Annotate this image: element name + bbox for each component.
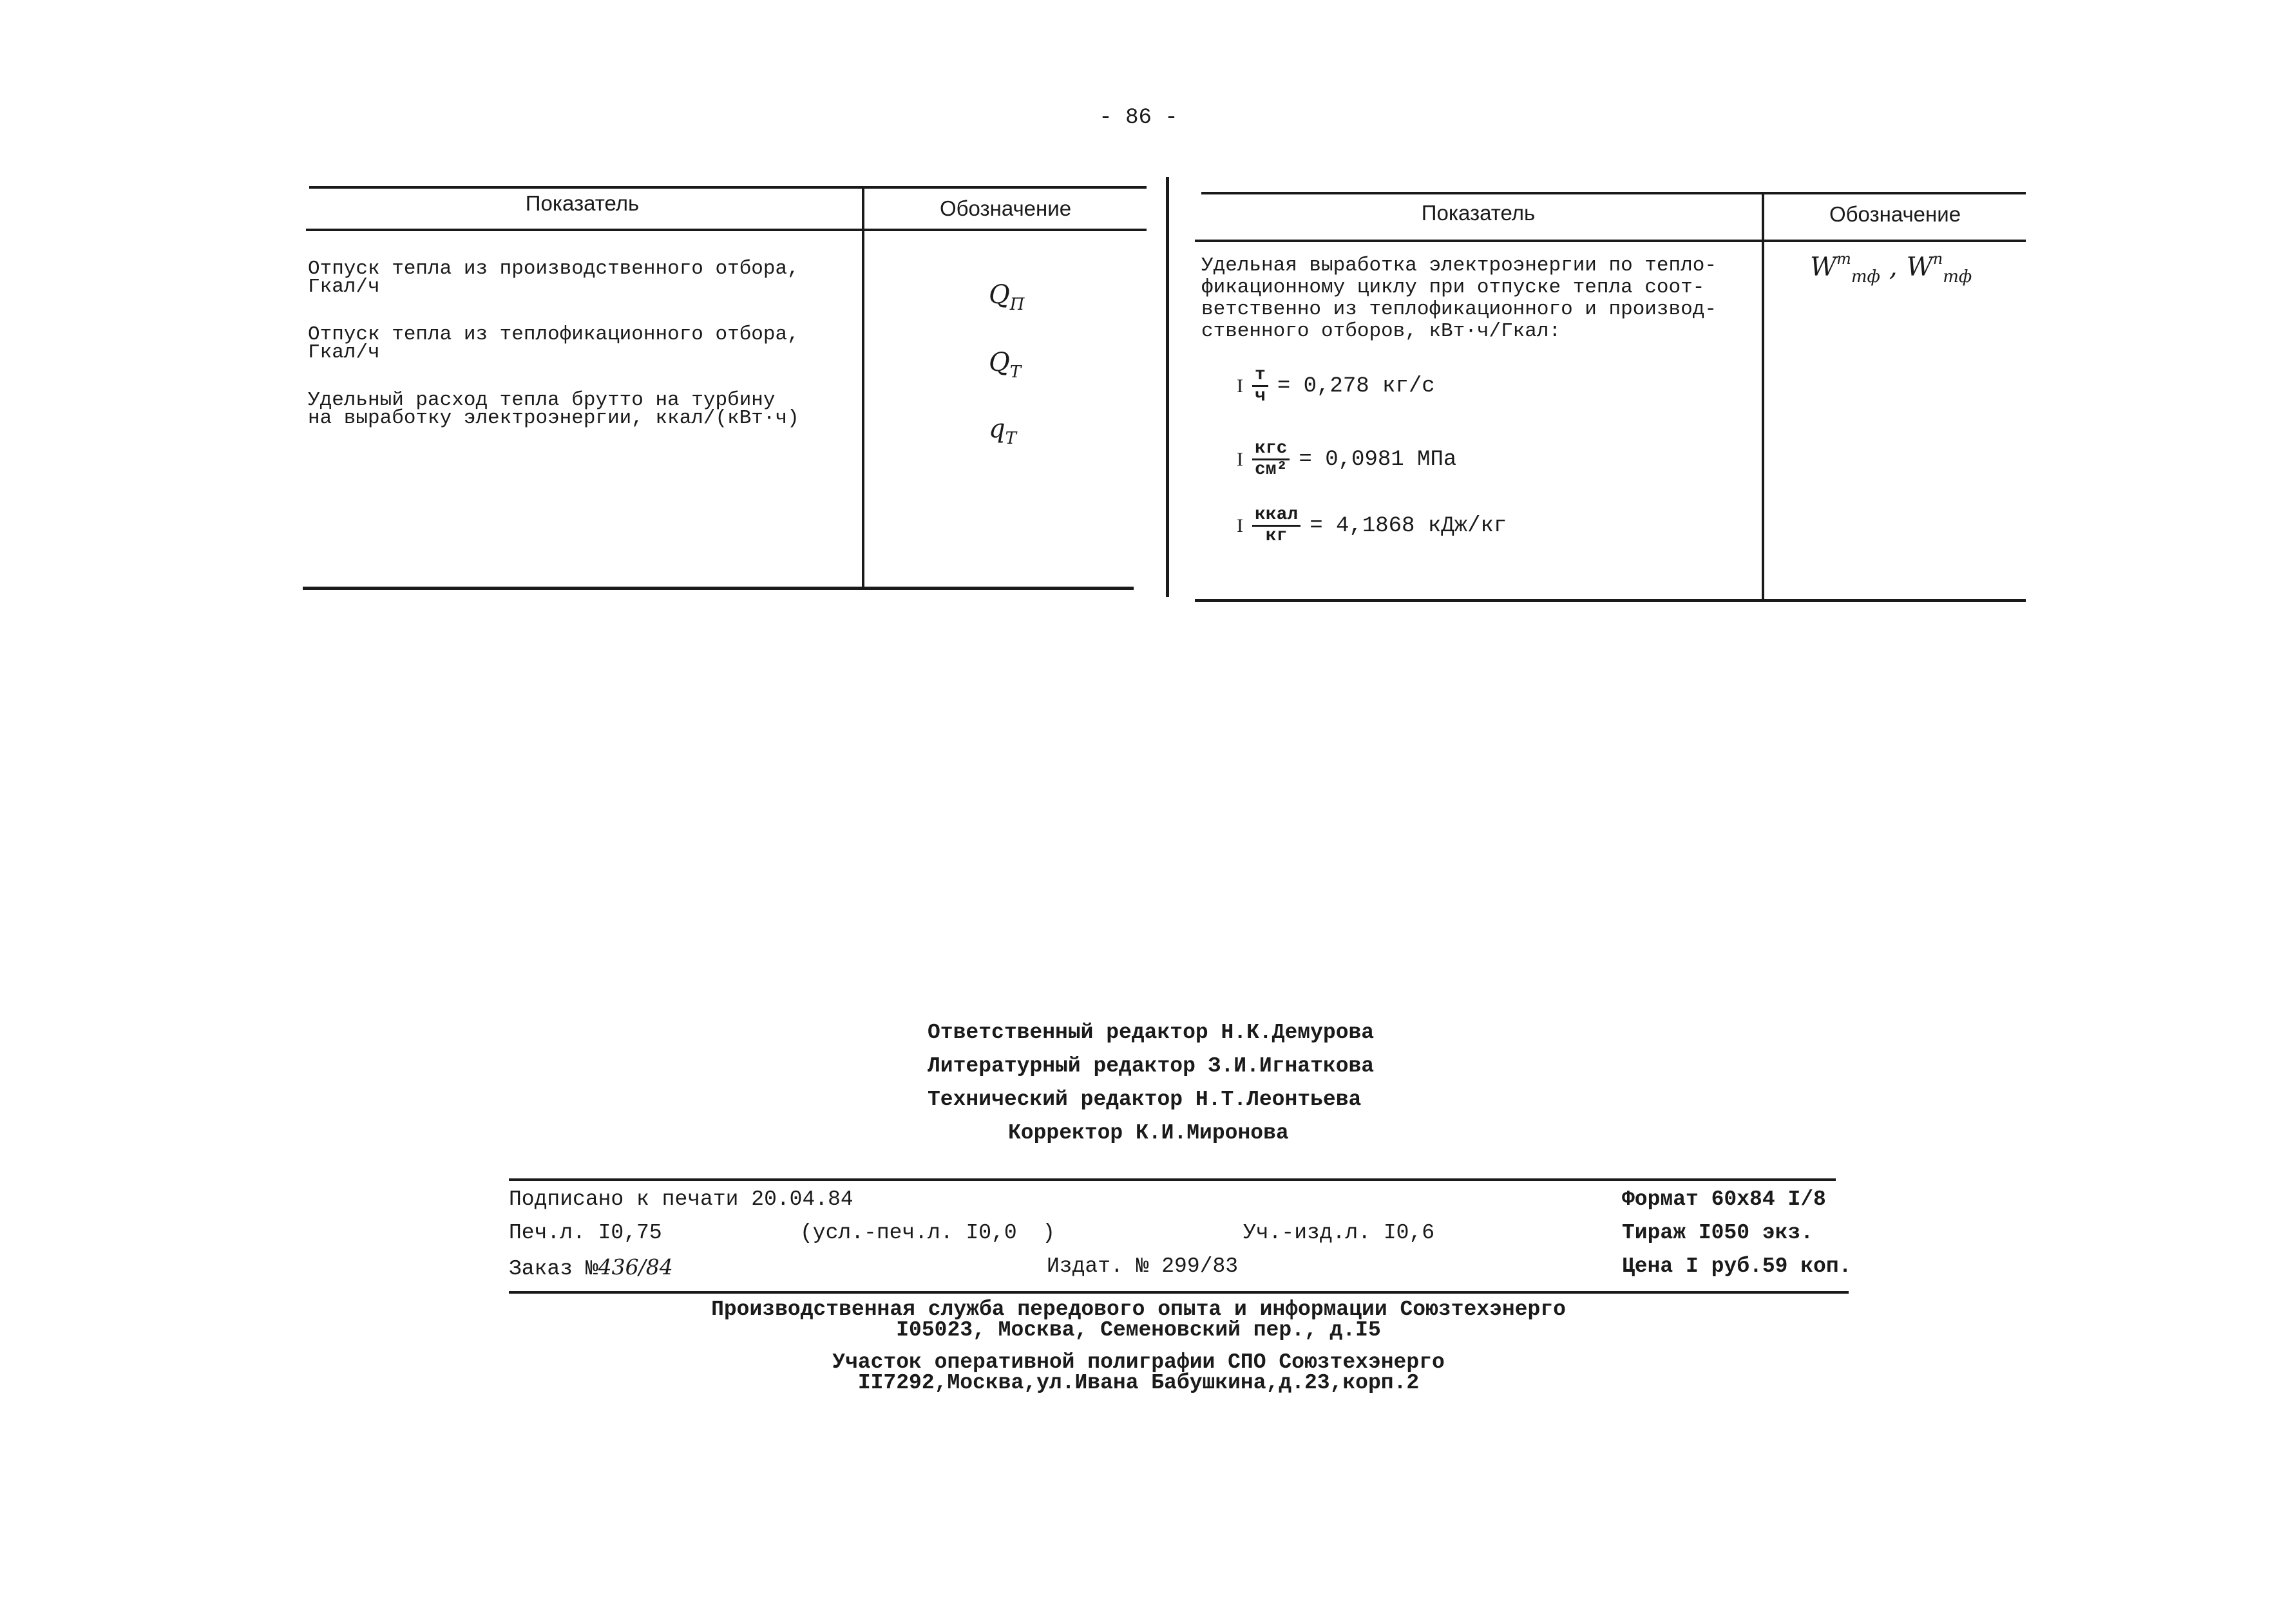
credit-responsible-editor: Ответственный редактор Н.К.Демурова xyxy=(928,1021,1375,1044)
conversion-2-denominator: см² xyxy=(1255,460,1288,480)
left-row-1-text-line-1: Отпуск тепла из производственного отбора, xyxy=(308,258,799,280)
conversion-1-denominator: ч xyxy=(1255,386,1266,406)
imprint-publisher-number: Издат. № 299/83 xyxy=(1047,1254,1239,1278)
right-table-top-rule xyxy=(1201,192,2026,194)
right-symbol-w1: W xyxy=(1810,252,1837,282)
left-header-designation: Обозначение xyxy=(939,196,1072,220)
right-symbol-separator: , xyxy=(1889,252,1898,282)
left-row-2-symbol xyxy=(989,348,1021,382)
right-row-text-line-3: ветственно из теплофикационного и производ- xyxy=(1201,298,1717,321)
right-table xyxy=(1195,187,2032,605)
conversion-3-numerator: ккал xyxy=(1252,505,1300,527)
left-row-2-text-line-2: Гкал/ч xyxy=(308,341,380,364)
right-header-designation: Обозначение xyxy=(1829,202,1961,226)
left-row-3-symbol-base: q xyxy=(989,414,1005,444)
right-row-text-line-4: ственного отборов, кВт·ч/Гкал: xyxy=(1201,320,1561,343)
conversion-2-prefix: I xyxy=(1237,448,1243,470)
left-header-indicator: Показатель xyxy=(525,191,640,215)
left-row-3-symbol xyxy=(989,414,1016,448)
right-table-header-rule xyxy=(1195,240,2026,242)
left-table-bottom-rule xyxy=(303,587,1134,590)
credit-technical-editor: Технический редактор Н.Т.Леонтьева xyxy=(928,1088,1362,1111)
conversion-2-numerator: кгс xyxy=(1252,439,1290,460)
right-header-indicator: Показатель xyxy=(1421,201,1536,225)
imprint-format: Формат 60х84 I/8 xyxy=(1622,1187,1826,1211)
conversion-3-value: = 4,1868 кДж/кг xyxy=(1310,513,1507,538)
left-row-1-symbol-sub: П xyxy=(1009,295,1025,314)
imprint-circulation: Тираж I050 экз. xyxy=(1622,1221,1814,1245)
center-vertical-rule xyxy=(1166,177,1169,597)
conversion-1-value: = 0,278 кг/с xyxy=(1277,373,1435,399)
imprint-price: Цена I руб.59 коп. xyxy=(1622,1254,1852,1278)
right-row-text-line-2: фикационному циклу при отпуске тепла соот- xyxy=(1201,276,1705,299)
right-symbol-w2-sup: п xyxy=(1932,250,1943,268)
left-row-3-text-line-2: на выработку электроэнергии, ккал/(кВт·ч) xyxy=(308,407,799,430)
left-table-header-rule xyxy=(306,229,1147,231)
conversion-2-value: = 0,0981 МПа xyxy=(1299,447,1457,472)
right-symbol-w2: W xyxy=(1906,252,1933,282)
publisher-line-1: Производственная служба передового опыта и информации Союзтехэнерго xyxy=(711,1298,1566,1321)
imprint-conditional-sheets: (усл.-печ.л. I0,0 ) xyxy=(800,1221,1056,1245)
conversion-2-fraction xyxy=(1252,439,1290,480)
publisher-line-3: Участок оперативной полиграфии СПО Союзтехэнерго xyxy=(832,1350,1445,1374)
left-row-2-symbol-base: Q xyxy=(989,348,1010,377)
conversion-3-prefix: I xyxy=(1237,515,1243,536)
page-number: - 86 - xyxy=(1099,106,1178,130)
left-row-1-symbol xyxy=(989,280,1024,314)
right-row-symbol xyxy=(1810,250,1972,287)
left-table-column-divider xyxy=(862,186,864,590)
imprint-top-rule xyxy=(509,1178,1836,1181)
left-table xyxy=(303,184,1166,602)
imprint-print-sheets: Печ.л. I0,75 xyxy=(509,1221,662,1245)
left-row-1-symbol-base: Q xyxy=(989,280,1010,310)
left-row-1-text-line-2: Гкал/ч xyxy=(308,276,380,298)
right-symbol-w1-sup: т xyxy=(1836,250,1851,268)
left-row-3-symbol-sub: Т xyxy=(1005,429,1016,448)
credit-literary-editor: Литературный редактор З.И.Игнаткова xyxy=(928,1054,1375,1078)
imprint-order xyxy=(509,1254,673,1281)
publisher-line-4: II7292,Москва,ул.Ивана Бабушкина,д.23,корп.2 xyxy=(857,1371,1420,1395)
conversion-kcal-per-kg xyxy=(1237,505,1507,546)
right-symbol-w2-sub: тф xyxy=(1943,267,1972,287)
right-table-column-divider xyxy=(1762,192,1764,599)
imprint-bottom-rule xyxy=(509,1291,1849,1294)
conversion-tonnes-per-hour xyxy=(1237,366,1435,406)
conversion-1-prefix: I xyxy=(1237,375,1243,397)
conversion-1-fraction xyxy=(1252,366,1268,406)
publisher-line-2: I05023, Москва, Семеновский пер., д.I5 xyxy=(896,1318,1381,1342)
conversion-3-fraction xyxy=(1252,505,1300,546)
imprint-publishing-sheets: Уч.-изд.л. I0,6 xyxy=(1243,1221,1435,1245)
left-row-2-text-line-1: Отпуск тепла из теплофикационного отбора, xyxy=(308,323,799,346)
right-row-text-line-1: Удельная выработка электроэнергии по тепло- xyxy=(1201,254,1717,277)
conversion-kgf-per-cm2 xyxy=(1237,439,1456,480)
imprint-order-label: Заказ № xyxy=(509,1257,598,1281)
right-table-bottom-rule xyxy=(1195,599,2026,602)
left-row-2-symbol-sub: Т xyxy=(1009,363,1022,382)
imprint-signed: Подписано к печати 20.04.84 xyxy=(509,1187,853,1211)
conversion-3-denominator: кг xyxy=(1265,526,1288,546)
left-row-3-text-line-1: Удельный расход тепла брутто на турбину xyxy=(308,389,776,411)
credit-proofreader: Корректор К.И.Миронова xyxy=(1008,1121,1289,1145)
left-table-top-rule xyxy=(309,186,1147,189)
right-symbol-w1-sub: тф xyxy=(1851,267,1880,287)
conversion-1-numerator: т xyxy=(1252,366,1268,387)
imprint-order-handwritten: 436/84 xyxy=(598,1254,673,1279)
